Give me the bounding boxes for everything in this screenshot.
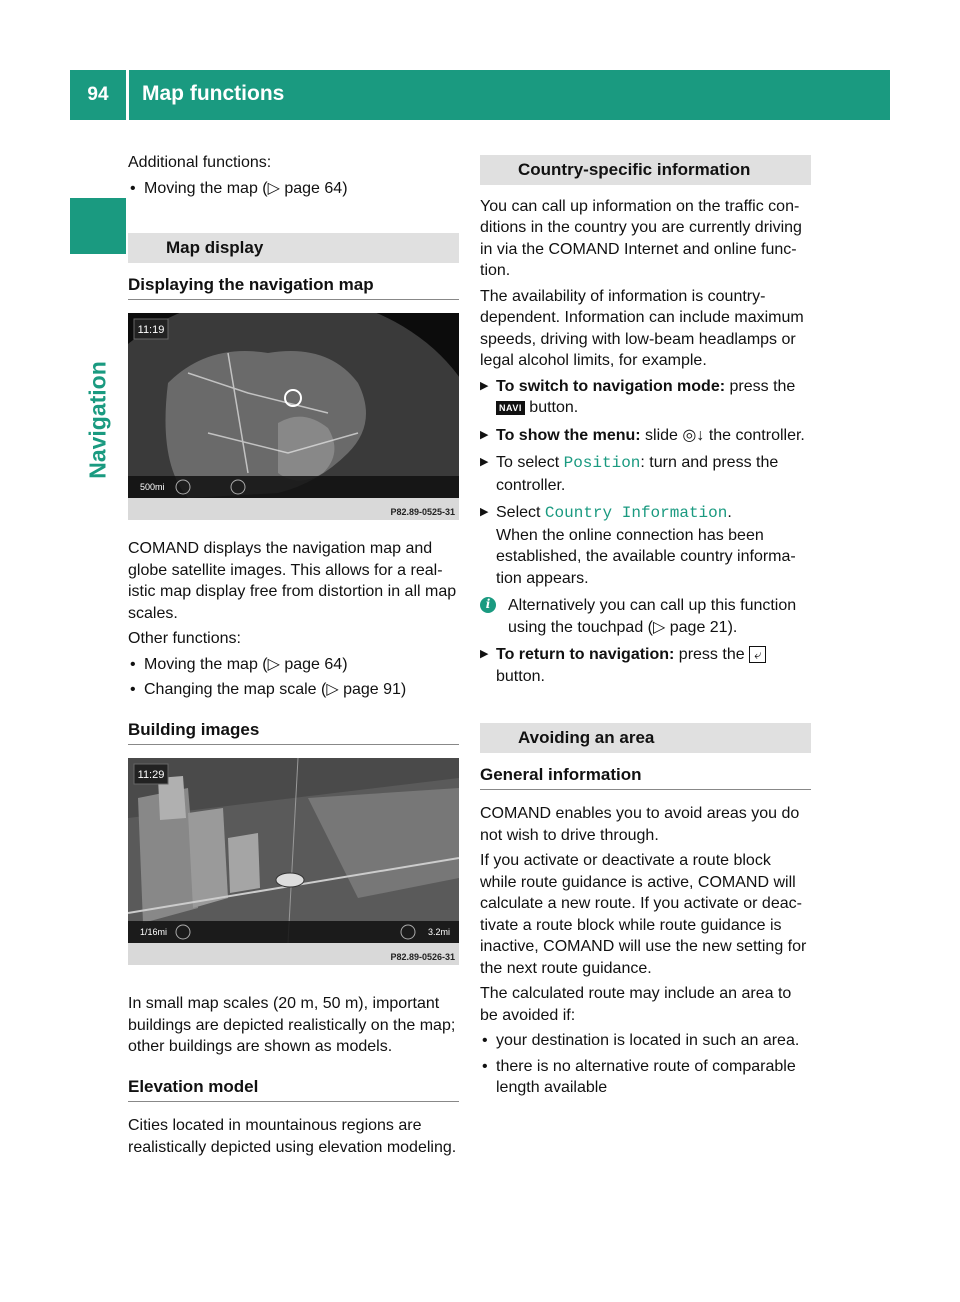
map-time: 11:29 <box>137 769 165 781</box>
page-number: 94 <box>70 70 126 120</box>
country-information-menu-item: Country Information <box>544 504 728 522</box>
sidebar-tab <box>70 198 126 254</box>
list-item: • Moving the map (▷ page 64) <box>128 654 459 676</box>
map-scale: 500mi <box>140 482 165 492</box>
intro-text: Additional functions: <box>128 154 272 171</box>
paragraph: In small map scales (20 m, 50 m), important buildings are depicted realistically on the map; other buildings are shown as models. <box>128 995 456 1055</box>
map-scale: 1/16mi <box>140 927 168 937</box>
section-heading-avoid-area: Avoiding an area <box>480 723 811 753</box>
paragraph: If you activate or deactivate a route block while route guidance is active, COMAND will calculate a new route. If you activate or deactivate a route block while route guidance is inactive, COMAND will use the new setting for the next route guidance. <box>480 852 807 977</box>
page-title: Map functions <box>142 82 285 105</box>
subheading-building-images: Building images <box>128 719 459 746</box>
step-switch-navigation: ▶ To switch to navigation mode: press the NAVI button. <box>480 376 811 419</box>
header-bar <box>129 70 890 120</box>
subheading-elevation-model: Elevation model <box>128 1076 459 1103</box>
paragraph: COMAND displays the navigation map and globe satellite images. This allows for a realistic map display free from distortion in all map scales. <box>128 540 457 622</box>
paragraph: Cities located in mountainous regions are realistically depicted using elevation modeling. <box>128 1117 457 1156</box>
section-heading-country: Country-specific information <box>480 155 811 185</box>
list-item: • Changing the map scale (▷ page 91) <box>128 679 459 701</box>
navi-key-icon: NAVI <box>496 401 525 415</box>
list-item: • your destination is located in such an area. <box>480 1030 811 1052</box>
step-select-country-info: ▶ Select Country Information. When the online connection has been established, the available country information appears. <box>480 502 811 589</box>
map-distance: 3.2mi <box>428 927 451 937</box>
list-item: • there is no alternative route of comparable length available <box>480 1056 811 1099</box>
controller-icon: ◎↓ <box>682 426 705 444</box>
left-column <box>128 152 459 1162</box>
figure-code: P82.89-0526-31 <box>128 943 459 965</box>
paragraph: COMAND enables you to avoid areas you do not wish to drive through. <box>480 805 800 844</box>
step-return-navigation: ▶ To return to navigation: press the ⤶ button. <box>480 644 811 687</box>
section-heading-map-display: Map display <box>128 233 459 263</box>
subheading-navigation-map: Displaying the navigation map <box>128 274 459 301</box>
step-select-position: ▶ To select Position: turn and press the controller. <box>480 452 811 496</box>
list-item: • Moving the map (▷ page 64) <box>128 178 459 200</box>
paragraph: You can call up information on the traffic conditions in the country you are currently driving in via the COMAND Internet and online function. <box>480 197 802 279</box>
right-column <box>480 155 811 1103</box>
navigation-map-image <box>128 313 459 498</box>
figure-code: P82.89-0525-31 <box>128 498 459 520</box>
paragraph: The availability of information is country-dependent. Information can include maximum speeds, driving with low-beam headlamps or legal alcohol limits, for example. <box>480 287 804 369</box>
info-note: i Alternatively you can call up this function using the touchpad (▷ page 21). <box>480 595 811 638</box>
building-images-image <box>128 758 459 943</box>
position-menu-item: Position <box>563 454 641 472</box>
paragraph: The calculated route may include an area to be avoided if: <box>480 985 792 1024</box>
info-icon: i <box>480 597 496 613</box>
paragraph: Other functions: <box>128 630 241 647</box>
map-time: 11:19 <box>137 324 165 336</box>
step-show-menu: ▶ To show the menu: slide ◎↓ the controller. <box>480 425 811 447</box>
back-button-icon: ⤶ <box>749 646 766 663</box>
figure-navigation-map <box>128 313 459 520</box>
subheading-general-information: General information <box>480 764 811 791</box>
figure-building-images <box>128 758 459 965</box>
